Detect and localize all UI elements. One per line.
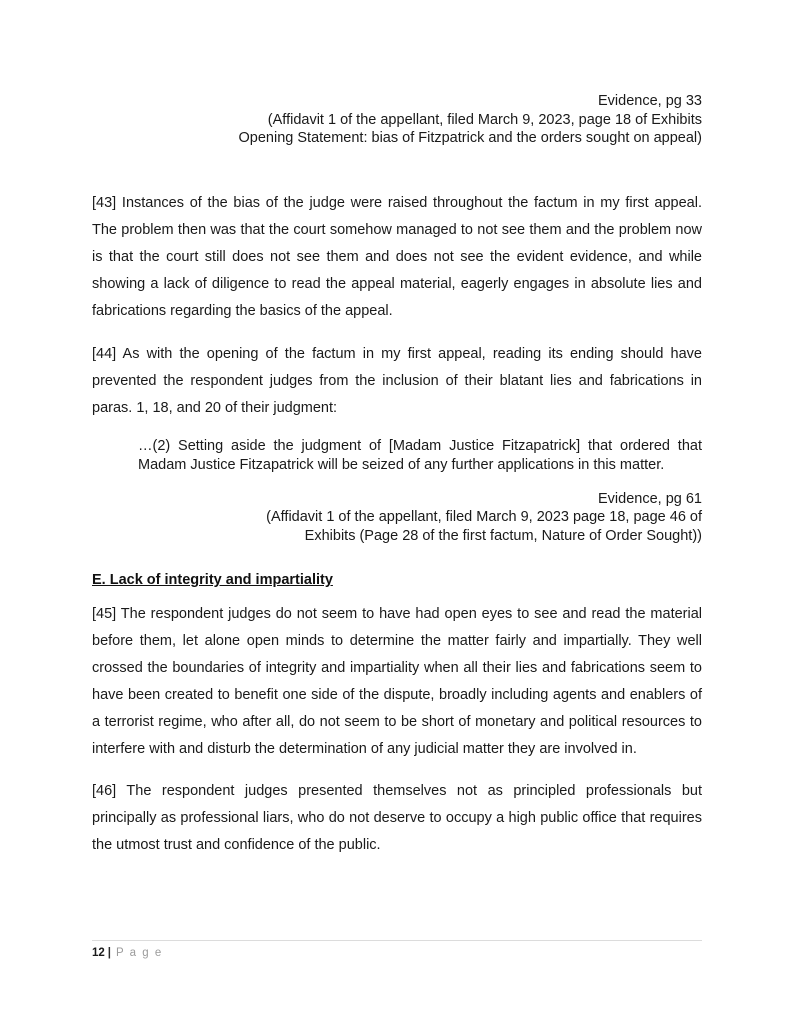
citation-line: Evidence, pg 33 [598,93,702,109]
page-footer [92,940,702,960]
footer-page-word: P a g e [116,947,163,959]
citation-line: (Affidavit 1 of the appellant, filed March 9, 2023 page 18, page 46 of [266,509,702,525]
citation-line: Exhibits (Page 28 of the first factum, Nature of Order Sought)) [304,527,702,544]
citation-line: Opening Statement: bias of Fitzpatrick and the orders sought on appeal) [238,130,702,146]
paragraph-44: [44] As with the opening of the factum in my first appeal, reading its ending should have prevented the respondent judges from the inclusion of their blatant lies and fabrications in paras. 1, 18, and 20 of their judgment: [92,345,702,416]
footer-separator: | [107,947,112,959]
citation-evidence-pg61 [92,490,702,546]
paragraph-46: [46] The respondent judges presented themselves not as principled professionals but principally as professional liars, who do not deserve to occupy a high public office that requires the utmost trust and confidence of the public. [92,783,702,853]
quoted-judgment-text: …(2) Setting aside the judgment of [Madam Justice Fitzapatrick] that ordered that Madam Justice Fitzapatrick will be seized of any further applications in this matter. [138,437,702,473]
page-number: 12 [92,947,105,959]
citation-line: Evidence, pg 61 [598,490,702,507]
paragraph-45: [45] The respondent judges do not seem to have had open eyes to see and read the material before them, let alone open minds to determine the matter fairly and impartially. They well crossed the boundaries of integrity and impartiality when all their lies and fabrications seem to have been created to benefit one side of the dispute, broadly including agents and enablers of a terrorist regime, who after all, do not seem to be short of monetary and political resources to interfere with and disturb the determination of any judicial matter they are involved in. [92,606,702,757]
section-heading-e: E. Lack of integrity and impartiality [92,572,333,588]
citation-line: (Affidavit 1 of the appellant, filed March 9, 2023, page 18 of Exhibits [267,111,702,128]
citation-evidence-pg33 [92,92,702,148]
paragraph-43: [43] Instances of the bias of the judge were raised throughout the factum in my first appeal. The problem then was that the court somehow managed to not see them and the problem now is that the court still does not see them and does not see the evident evidence, and while showing a lack of diligence to read the appeal material, eagerly engages in absolute lies and fabrications regarding the basics of the appeal. [92,194,702,319]
